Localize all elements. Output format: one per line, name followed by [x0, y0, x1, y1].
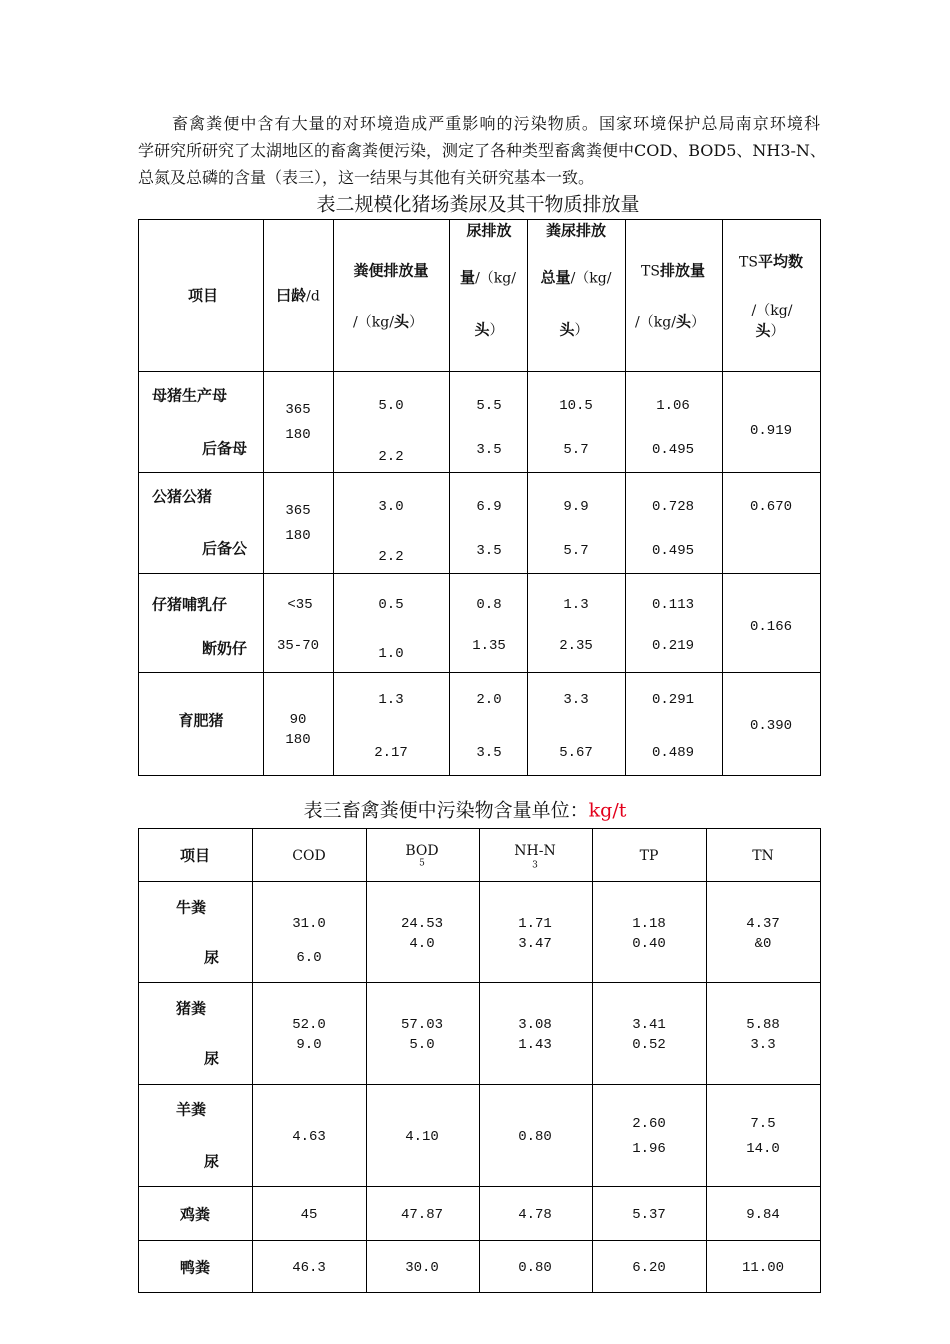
table2-row-divider — [138, 1084, 821, 1085]
t2-row2-label1: 猪粪 — [176, 999, 207, 1018]
t1-row3-total-2: 2.35 — [559, 638, 593, 654]
t1-row4-urine-2: 3.5 — [476, 745, 502, 761]
t1-row3-age-1: <35 — [287, 597, 313, 613]
t2-row2-nh-2: 1.43 — [518, 1037, 552, 1053]
t2-row3-label2: 尿 — [204, 1152, 220, 1171]
table2-row-divider — [138, 982, 821, 983]
t2-row5-bod: 30.0 — [405, 1260, 439, 1276]
t1-header-urine-l3 — [474, 320, 504, 339]
t1-header-tsavg-l2: /（kg/ — [751, 303, 793, 319]
t1-header-tsavg-l1 — [739, 252, 803, 271]
t1-row3-feces-1: 0.5 — [378, 597, 404, 613]
t2-row2-tn-1: 5.88 — [746, 1017, 780, 1033]
t1-header-total-l1: 粪尿排放 — [545, 221, 607, 240]
t2-row1-bod-1: 24.53 — [400, 916, 444, 932]
t1-header-urine-l1: 尿排放 — [466, 221, 512, 240]
t1-row2-tsavg: 0.670 — [749, 499, 793, 515]
t1-row1-feces-2: 2.2 — [378, 449, 404, 465]
paragraph-line-3: 总氮及总磷的含量（表三），这一结果与其他有关研究基本一致。 — [138, 168, 595, 187]
t1-header-tsavg-label: 平均数 — [757, 252, 803, 271]
t1-header-tsavg-head: 头 — [755, 321, 771, 340]
t1-row2-ts-2: 0.495 — [651, 543, 695, 559]
t1-row1-label1: 母猪生产母 — [152, 386, 228, 405]
t1-header-age-label: 曰龄 — [276, 286, 307, 305]
t1-row4-age-2: 180 — [285, 732, 311, 748]
t1-row2-feces-2: 2.2 — [378, 549, 404, 565]
table2-title-text: 表三畜禽粪便中污染物含量单位： — [303, 799, 589, 822]
t1-row1-age-2: 180 — [285, 427, 311, 443]
t1-row1-total-2: 5.7 — [563, 442, 589, 458]
t1-row3-urine-2: 1.35 — [472, 638, 506, 654]
t1-row2-ts-1: 0.728 — [651, 499, 695, 515]
t2-row1-label1: 牛粪 — [176, 898, 207, 917]
t2-header-bod: BOD — [405, 843, 439, 859]
table2-divider — [252, 828, 253, 1293]
t2-header-nh-sub: 3 — [532, 860, 538, 871]
t2-row5-tp: 6.20 — [632, 1260, 666, 1276]
t1-header-ts-abbr: TS — [641, 263, 660, 280]
table1-divider — [263, 219, 264, 776]
t1-row2-total-2: 5.7 — [563, 543, 589, 559]
t1-header-age-unit: /d — [306, 288, 320, 305]
t2-row1-tp-1: 1.18 — [632, 916, 666, 932]
t2-row2-tn-2: 3.3 — [750, 1037, 776, 1053]
table2-divider — [706, 828, 707, 1293]
t1-header-urine-close: ） — [489, 322, 504, 339]
t1-row1-total-1: 10.5 — [559, 398, 593, 414]
t1-row4-urine-1: 2.0 — [476, 692, 502, 708]
t1-row3-urine-1: 0.8 — [476, 597, 502, 613]
t2-row1-label2: 尿 — [204, 948, 220, 967]
t2-row1-tp-2: 0.40 — [632, 936, 666, 952]
t2-row3-bod: 4.10 — [405, 1129, 439, 1145]
t1-row4-total-1: 3.3 — [563, 692, 589, 708]
t1-row4-label1: 育肥猪 — [178, 711, 224, 730]
t1-header-age — [276, 286, 320, 305]
table1-divider — [449, 219, 450, 776]
paragraph-line-1: 畜禽粪便中含有大量的对环境造成严重影响的污染物质。国家环境保护总局南京环境科 — [172, 114, 820, 133]
t1-row1-label2: 后备母 — [202, 439, 248, 458]
t1-header-tsavg-abbr: TS — [739, 254, 758, 271]
table2-row-divider — [138, 1186, 821, 1187]
table1-row-divider — [138, 573, 821, 574]
t2-row3-tn-2: 14.0 — [746, 1141, 780, 1157]
t1-header-feces-head: 头 — [393, 312, 409, 331]
table1-title: 表二规模化猪场粪尿及其干物质排放量 — [316, 193, 640, 216]
table1-row-divider — [138, 672, 821, 673]
t1-row3-age-2: 35-70 — [276, 638, 320, 654]
t1-row2-urine-2: 3.5 — [476, 543, 502, 559]
t1-row1-ts-1: 1.06 — [656, 398, 690, 414]
t2-row4-bod: 47.87 — [400, 1207, 444, 1223]
t2-row1-tn-2: &0 — [754, 936, 772, 952]
t2-row4-nh: 4.78 — [518, 1207, 552, 1223]
t1-header-urine-l2 — [460, 268, 516, 287]
t1-header-feces-unit: /（kg/ — [353, 314, 394, 331]
paragraph-line-2: 学研究所研究了太湖地区的畜禽粪便污染，测定了各种类型畜禽粪便中COD、BOD5、NH3-N、 — [138, 141, 826, 160]
t1-header-feces-l2 — [353, 312, 423, 331]
t2-row2-nh-1: 3.08 — [518, 1017, 552, 1033]
table2-title-unit: kg/t — [588, 799, 627, 822]
t2-header-tn: TN — [752, 848, 774, 864]
t1-row1-ts-2: 0.495 — [651, 442, 695, 458]
t2-row1-cod-1: 31.0 — [292, 916, 326, 932]
t2-row5-label1: 鸭粪 — [179, 1258, 211, 1277]
t1-row3-label1: 仔猪哺乳仔 — [152, 595, 228, 614]
t2-row3-tn-1: 7.5 — [750, 1116, 776, 1132]
t1-row3-feces-2: 1.0 — [378, 646, 404, 662]
t1-row2-age-2: 180 — [285, 528, 311, 544]
t1-header-total-unit: /（kg/ — [570, 270, 612, 287]
t2-row1-bod-2: 4.0 — [409, 936, 435, 952]
t2-row5-cod: 46.3 — [292, 1260, 326, 1276]
t2-row2-tp-2: 0.52 — [632, 1037, 666, 1053]
table2-row-divider — [138, 1240, 821, 1241]
table1-divider — [625, 219, 626, 776]
t2-header-nh: NH-N — [514, 843, 556, 859]
table2-divider — [366, 828, 367, 1293]
t1-header-total-head: 头 — [559, 320, 575, 339]
t2-row4-tp: 5.37 — [632, 1207, 666, 1223]
t1-header-total-l2 — [540, 268, 612, 287]
t1-row1-age-1: 365 — [285, 402, 311, 418]
t1-header-urine-head: 头 — [474, 320, 490, 339]
table2-divider — [592, 828, 593, 1293]
t2-row2-tp-1: 3.41 — [632, 1017, 666, 1033]
table1-divider — [527, 219, 528, 776]
t1-row2-urine-1: 6.9 — [476, 499, 502, 515]
t1-header-ts-l2 — [635, 312, 705, 331]
t1-row4-total-2: 5.67 — [559, 745, 593, 761]
t2-row4-tn: 9.84 — [746, 1207, 780, 1223]
t1-header-urine-qty: 量 — [460, 268, 476, 287]
t2-header-bod-sub: 5 — [419, 858, 425, 869]
t2-row4-label1: 鸡粪 — [179, 1205, 211, 1224]
t1-row3-tsavg: 0.166 — [749, 619, 793, 635]
t2-row3-tp-1: 2.60 — [632, 1116, 666, 1132]
table1-row-divider — [138, 371, 821, 372]
t2-row2-cod-2: 9.0 — [296, 1037, 322, 1053]
t1-header-tsavg-l3 — [755, 321, 785, 340]
t2-row3-label1: 羊粪 — [176, 1100, 207, 1119]
t1-header-urine-unit: /（kg/ — [475, 270, 516, 287]
t1-row1-urine-1: 5.5 — [476, 398, 502, 414]
t2-header-cod: COD — [292, 848, 326, 864]
t1-row4-feces-1: 1.3 — [378, 692, 404, 708]
table1-divider — [333, 219, 334, 776]
t1-row3-total-1: 1.3 — [563, 597, 589, 613]
t2-row3-tp-2: 1.96 — [632, 1141, 666, 1157]
t1-row2-feces-1: 3.0 — [378, 499, 404, 515]
t2-row3-cod: 4.63 — [292, 1129, 326, 1145]
t1-row4-feces-2: 2.17 — [374, 745, 408, 761]
t1-header-total-close: ） — [574, 322, 589, 339]
table1-row-divider — [138, 472, 821, 473]
t2-row1-tn-1: 4.37 — [746, 916, 780, 932]
t1-header-item: 项目 — [187, 286, 219, 305]
t1-row4-ts-2: 0.489 — [651, 745, 695, 761]
t1-row2-age-1: 365 — [285, 503, 311, 519]
t2-row1-cod-2: 6.0 — [296, 950, 322, 966]
t2-header-tp: TP — [639, 848, 659, 864]
t1-row3-ts-2: 0.219 — [651, 638, 695, 654]
t1-header-feces-close: ） — [408, 314, 423, 331]
t2-row1-nh-2: 3.47 — [518, 936, 552, 952]
t1-header-ts-label: 排放量 — [659, 261, 705, 280]
t1-row2-total-1: 9.9 — [563, 499, 589, 515]
t1-header-feces-l1: 粪便排放量 — [353, 261, 429, 280]
t2-row5-nh: 0.80 — [518, 1260, 552, 1276]
t1-header-total-l3 — [559, 320, 589, 339]
t1-header-ts-head: 头 — [675, 312, 691, 331]
table1-divider — [722, 219, 723, 776]
table2-row-divider — [138, 881, 821, 882]
t1-row2-label2: 后备公 — [202, 539, 248, 558]
t2-row3-nh: 0.80 — [518, 1129, 552, 1145]
t2-row4-cod: 45 — [300, 1207, 318, 1223]
t1-row3-ts-1: 0.113 — [651, 597, 695, 613]
t2-header-item: 项目 — [179, 846, 211, 865]
t1-row1-urine-2: 3.5 — [476, 442, 502, 458]
t1-header-ts-l1 — [641, 261, 705, 280]
t1-row1-feces-1: 5.0 — [378, 398, 404, 414]
t1-row1-tsavg: 0.919 — [749, 423, 793, 439]
t2-row2-label2: 尿 — [204, 1049, 220, 1068]
t1-header-tsavg-close: ） — [770, 323, 785, 340]
t1-header-total-qty: 总量 — [540, 268, 571, 287]
table2-title — [303, 799, 627, 822]
t2-row2-bod-1: 57.03 — [400, 1017, 444, 1033]
t1-row4-age-1: 90 — [289, 712, 307, 728]
t2-row2-cod-1: 52.0 — [292, 1017, 326, 1033]
t1-header-ts-unit: /（kg/ — [635, 314, 676, 331]
t1-row2-label1: 公猪公猪 — [152, 487, 213, 506]
t2-row1-nh-1: 1.71 — [518, 916, 552, 932]
table2-divider — [479, 828, 480, 1293]
t2-row5-tn: 11.00 — [741, 1260, 785, 1276]
t1-header-ts-close: ） — [690, 314, 705, 331]
t1-row3-label2: 断奶仔 — [202, 639, 248, 658]
t2-row2-bod-2: 5.0 — [409, 1037, 435, 1053]
t1-row4-ts-1: 0.291 — [651, 692, 695, 708]
t1-row4-tsavg: 0.390 — [749, 718, 793, 734]
